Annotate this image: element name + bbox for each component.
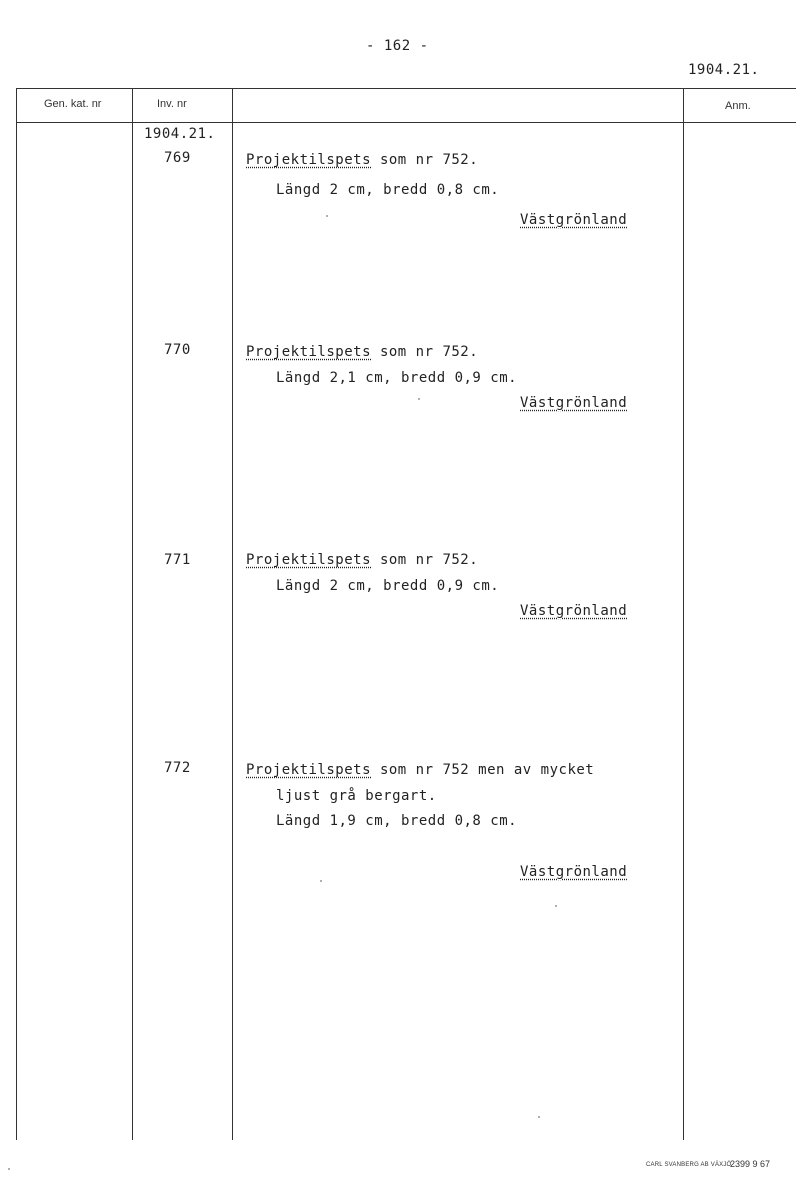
entry-description [246, 762, 594, 778]
locality: Västgrönland [520, 603, 628, 619]
description-rest: som nr 752. [371, 552, 479, 568]
object-type: Projektilspets [246, 152, 372, 168]
measurement-line: Längd 2,1 cm, bredd 0,9 cm. [276, 370, 518, 386]
measurement-line: Längd 2 cm, bredd 0,8 cm. [276, 182, 500, 198]
section-reference: 1904.21. [144, 126, 216, 142]
object-type: Projektilspets [246, 762, 372, 778]
table-top-border [16, 88, 796, 89]
locality: Västgrönland [520, 212, 628, 228]
measurement-line: Längd 2 cm, bredd 0,9 cm. [276, 578, 500, 594]
header-anm: Anm. [725, 100, 751, 112]
object-type: Projektilspets [246, 344, 372, 360]
measurement-line: Längd 1,9 cm, bredd 0,8 cm. [276, 813, 518, 829]
scan-speck [326, 215, 328, 217]
inventory-number: 772 [164, 760, 191, 776]
description-rest: som nr 752. [371, 152, 479, 168]
entry-description [246, 152, 478, 168]
page-number: - 162 - [366, 38, 429, 54]
scan-speck [320, 880, 322, 882]
top-right-reference: 1904.21. [688, 62, 760, 78]
header-gen-kat-nr: Gen. kat. nr [44, 98, 102, 110]
description-rest: som nr 752 men av mycket [371, 762, 595, 778]
scan-speck [538, 1116, 540, 1118]
column-divider-3 [683, 88, 684, 1140]
header-bottom-border [16, 122, 796, 123]
inventory-number: 771 [164, 552, 191, 568]
description-rest: som nr 752. [371, 344, 479, 360]
column-divider-2 [232, 88, 233, 1140]
scan-speck [555, 905, 557, 907]
locality: Västgrönland [520, 864, 628, 880]
locality: Västgrönland [520, 395, 628, 411]
scan-speck [418, 398, 420, 400]
scan-speck [8, 1168, 10, 1170]
description-line: ljust grå bergart. [276, 788, 437, 804]
inventory-number: 770 [164, 342, 191, 358]
entry-description [246, 344, 478, 360]
printer-imprint: CARL SVANBERG AB VÄXJÖ [646, 1162, 732, 1168]
header-inv-nr: Inv. nr [157, 98, 187, 110]
object-type: Projektilspets [246, 552, 372, 568]
entry-description [246, 552, 478, 568]
form-number: 2399 9 67 [730, 1159, 771, 1169]
inventory-number: 769 [164, 150, 191, 166]
column-divider-1 [132, 88, 133, 1140]
table-left-border [16, 88, 17, 1140]
